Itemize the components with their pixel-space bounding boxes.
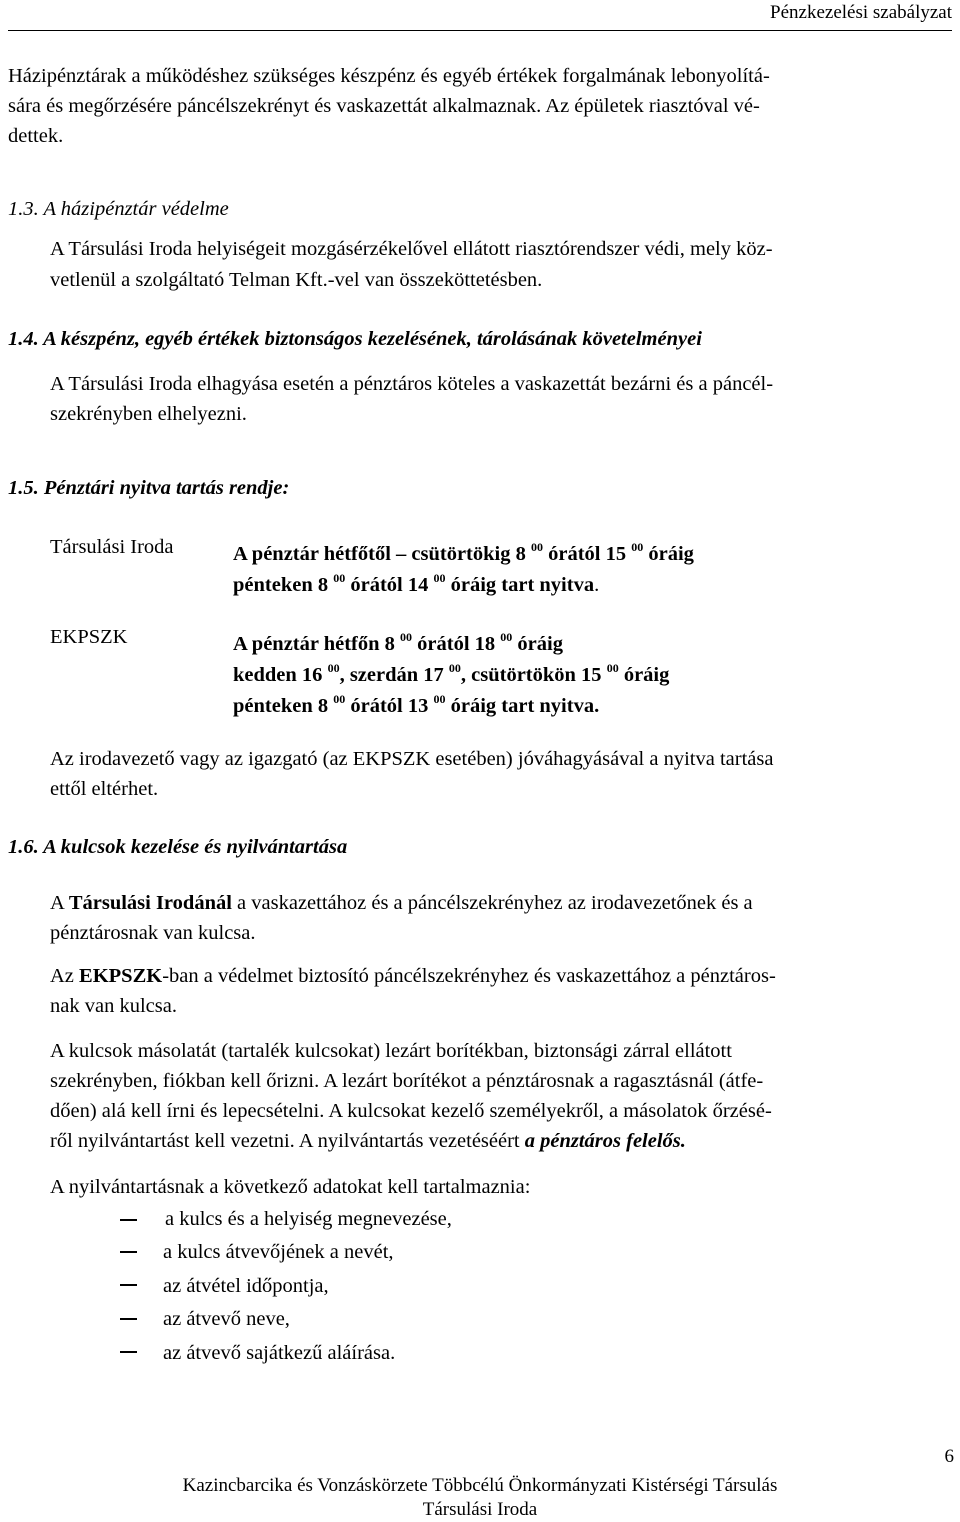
section-number: 1.3. <box>8 198 39 220</box>
superscript: 00 <box>327 661 340 675</box>
footer-line-1: Kazincbarcika és Vonzáskörzete Többcélú Önkormányzati Kistérségi Társulás <box>182 1475 778 1496</box>
s16-p3-line-1: A kulcsok másolatát (tartalék kulcsokat) lezárt borítékban, biztonsági zárral ellátott <box>50 1040 732 1062</box>
section-number: 1.4. <box>8 328 39 350</box>
footer-line-2: Társulási Iroda <box>422 1499 538 1520</box>
hours-text: . <box>594 574 600 596</box>
superscript: 00 <box>400 630 413 644</box>
s16-p1-line-2: pénztárosnak van kulcsa. <box>50 922 256 944</box>
section-1-6-heading <box>8 832 347 862</box>
section-1-3-heading <box>8 194 229 224</box>
list-item: az átvevő sajátkezű aláírása. <box>163 1342 396 1364</box>
hours-text: kedden 16 <box>233 664 323 686</box>
text: a vaskazettához és a páncélszekrényhez az irodavezetőnek és a <box>231 892 753 914</box>
list-dash <box>120 1318 137 1320</box>
hours-text: órától 13 <box>350 695 429 717</box>
bold-text: Társulási Irodánál <box>68 892 232 914</box>
section-number: 1.5. <box>8 477 39 499</box>
hours-text: óráig tart nyitva. <box>450 695 600 717</box>
hours-text: A pénztár hétfőtől – csütörtökig 8 <box>233 543 526 565</box>
hours-text: órától 18 <box>417 633 496 655</box>
s13-line-2: vetlenül a szolgáltató Telman Kft.-vel van összeköttetésben. <box>50 269 543 291</box>
hours-text: óráig tart nyitva <box>450 574 595 596</box>
s16-p4: A nyilvántartásnak a következő adatokat kell tartalmaznia: <box>50 1176 531 1198</box>
hours-text: óráig <box>648 543 694 565</box>
section-1-5-heading <box>8 473 289 503</box>
hours-text: órától 15 <box>548 543 627 565</box>
page-number: 6 <box>944 1446 954 1467</box>
s15-note-line-1: Az irodavezető vagy az igazgató (az EKPSZK esetében) jóváhagyásával a nyitva tartása <box>50 748 774 770</box>
hours-text: óráig <box>623 664 670 686</box>
section-title: Pénztári nyitva tartás rendje: <box>43 477 290 499</box>
s15-note-line-2: ettől eltérhet. <box>50 778 159 800</box>
hours-text: pénteken 8 <box>233 695 329 717</box>
superscript: 00 <box>500 630 513 644</box>
superscript: 00 <box>448 661 461 675</box>
s16-p3-line-2: szekrényben, fiókban kell őrizni. A lezárt borítékot a pénztárosnak a ragasztásnál (átfe- <box>50 1070 764 1092</box>
list-item: a kulcs és a helyiség megnevezése, <box>165 1208 452 1230</box>
section-1-4-heading <box>8 324 702 354</box>
list-dash <box>120 1284 137 1286</box>
intro-line-2: sára és megőrzésére páncélszekrényt és vaskazettát alkalmaznak. Az épületek riasztóval vé- <box>8 95 760 117</box>
s13-line-1: A Társulási Iroda helyiségeit mozgásérzékelővel ellátott riasztórendszer védi, mely köz- <box>50 238 773 260</box>
list-item: az átvétel időpontja, <box>163 1275 329 1297</box>
section-number: 1.6. <box>8 836 39 858</box>
superscript: 00 <box>530 540 543 554</box>
section-title: A házipénztár védelme <box>43 198 229 220</box>
s14-line-1: A Társulási Iroda elhagyása esetén a pénztáros köteles a vaskazettát bezárni és a páncél- <box>50 373 774 395</box>
header-rule <box>8 30 952 31</box>
s16-p2-line-1 <box>50 961 776 991</box>
s16-p1-line-1 <box>50 888 753 918</box>
hours-text: , csütörtökön 15 <box>460 664 602 686</box>
s16-p2-line-2: nak van kulcsa. <box>50 995 177 1017</box>
hours-text: óráig <box>517 633 563 655</box>
text: Az <box>50 965 80 987</box>
office-2-hours-line-3 <box>233 684 599 721</box>
superscript: 00 <box>333 571 346 585</box>
list-dash <box>120 1251 137 1253</box>
intro-line-3: dettek. <box>8 125 64 147</box>
section-title: A készpénz, egyéb értékek biztonságos kezelésének, tárolásának követelményei <box>43 328 702 350</box>
list-item: a kulcs átvevőjének a nevét, <box>163 1241 394 1263</box>
bold-italic-text: a pénztáros felelős. <box>524 1130 686 1152</box>
hours-text: , szerdán 17 <box>339 664 444 686</box>
superscript: 00 <box>433 692 446 706</box>
list-dash <box>120 1219 137 1221</box>
text: ről nyilvántartást kell vezetni. A nyilvántartás vezetéséért <box>50 1130 525 1152</box>
s16-p3-line-4 <box>50 1126 686 1156</box>
s16-p3-line-3: dően) alá kell írni és lepecsételni. A kulcsokat kezelő személyekről, a másolatok őrzésé- <box>50 1100 772 1122</box>
office-1-hours-line-2 <box>233 563 599 600</box>
superscript: 00 <box>333 692 346 706</box>
text: A <box>50 892 69 914</box>
s14-line-2: szekrényben elhelyezni. <box>50 403 247 425</box>
office-1-label: Társulási Iroda <box>50 536 174 558</box>
hours-text: pénteken 8 <box>233 574 329 596</box>
superscript: 00 <box>631 540 644 554</box>
text: -ban a védelmet biztosító páncélszekrényhez és vaskazettához a pénztáros- <box>162 965 776 987</box>
office-2-label: EKPSZK <box>50 626 128 648</box>
bold-text: EKPSZK <box>79 965 163 987</box>
list-item: az átvevő neve, <box>163 1308 290 1330</box>
intro-line-1: Házipénztárak a működéshez szükséges készpénz és egyéb értékek forgalmának lebonyolítá- <box>8 65 770 87</box>
hours-text: órától 14 <box>350 574 429 596</box>
superscript: 00 <box>606 661 619 675</box>
hours-text: A pénztár hétfőn 8 <box>233 633 395 655</box>
superscript: 00 <box>433 571 446 585</box>
section-title: A kulcsok kezelése és nyilvántartása <box>43 836 348 858</box>
page-header: Pénzkezelési szabályzat <box>770 2 952 23</box>
list-dash <box>120 1351 137 1353</box>
